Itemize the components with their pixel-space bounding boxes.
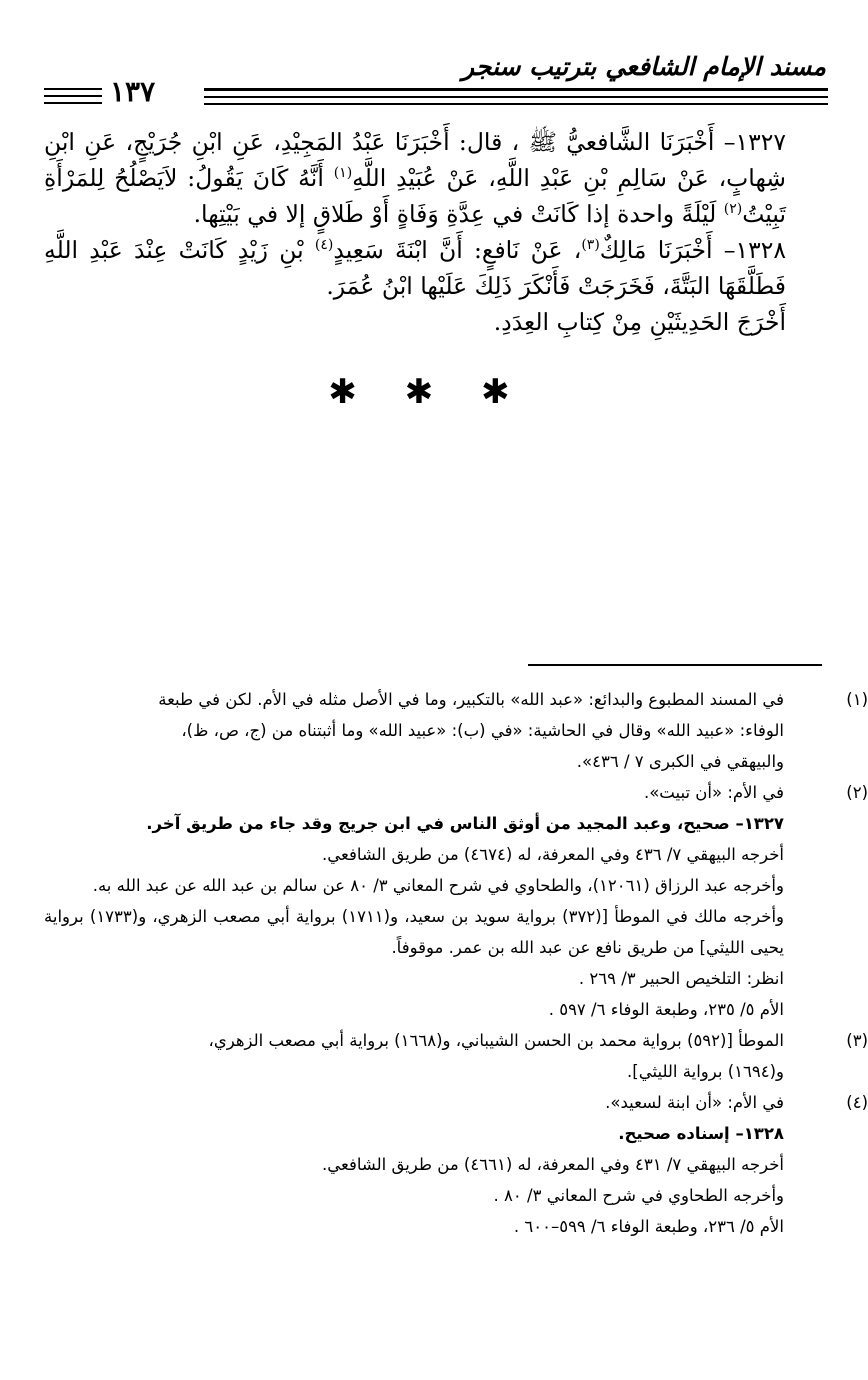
footnote-2-line: وأخرجه مالك في الموطأ [(٣٧٢) برواية سويد بن سعيد، و(١٧١١) برواية أبي مصعب الزهري، و(١٧٣٣) برواية يحيى الليثي] من طريق نافع عن عبد الله بن عمر. موقوفاً. (44, 907, 784, 957)
footnote-2-verdict: ١٣٢٧– صحيح، وعبد المجيد من أوثق الناس في ابن جريج وقد جاء من طريق آخر. (146, 814, 784, 833)
footnote-2-line: الأم ٥/ ٢٣٥، وطبعة الوفاء ٦/ ٥٩٧ . (548, 1000, 784, 1019)
footnote-3-line: و(١٦٩٤) برواية الليثي]. (627, 1062, 784, 1081)
footnote-2-line: وأخرجه عبد الرزاق (١٢٠٦١)، والطحاوي في شرح المعاني ٣/ ٨٠ عن سالم بن عبد الله عن عبد الله به. (92, 876, 784, 895)
footnote-4-line: الأم ٥/ ٢٣٦، وطبعة الوفاء ٦/ ٥٩٩–٦٠٠ . (513, 1217, 784, 1236)
main-text (44, 124, 826, 340)
footnote-separator (528, 664, 822, 666)
footnote-2-line: أخرجه البيهقي ٧/ ٤٣٦ وفي المعرفة، له (٤٦٧٤) من طريق الشافعي. (322, 845, 784, 864)
header-rule-left (44, 88, 102, 104)
footnote-ref-2[interactable]: (٢) (723, 201, 743, 218)
running-title: مسند الإمام الشافعي بترتيب سنجر (462, 52, 826, 81)
footnote-1-line: الوفاء: «عبيد الله» وقال في الحاشية: «في (ب): «عبيد الله» وما أثبتناه من (ج، ص، ظ)، (181, 721, 784, 740)
footnote-ref-1[interactable]: (١) (333, 165, 353, 182)
hadith-1327: ١٣٢٧– أَخْبَرَنَا الشَّافعيُّ ﷺ ، قال: أَخْبَرَنَا عَبْدُ المَجِيْدِ، عَنِ ابْنِ جُرَيْجٍ، عَنِ ابْنِ شِهابٍ، عَنْ سَالِمِ بْنِ عَبْدِ اللَّهِ، عَنْ عُبَيْدِ اللَّهِ$^{(١)}$ أَنَّهُ كَانَ يَقُولُ: لاَيَصْلُحُ لِلمَرْأَةِ تَبِيْتُ$^{(٢)}$ لَيْلَةً واحدة إذا كَانَتْ في عِدَّةِ وَفَاةٍ أَوْ طَلاقٍ إلا في بَيْتِها. (44, 128, 786, 228)
section-divider-stars: ✱ ✱ ✱ (328, 372, 528, 412)
footnote-1-line: والبيهقي في الكبرى ٧ / ٤٣٦». (576, 752, 784, 771)
closing-note: أَخْرَجَ الحَدِيثَيْنِ مِنْ كِتابِ العِدَدِ. (493, 308, 786, 336)
footnote-1: (١)في المسند المطبوع والبدائع: «عبد الله» بالتكبير، وما في الأصل مثله في الأم. لكن في طبعة (158, 690, 868, 709)
footnote-4-line: وأخرجه الطحاوي في شرح المعاني ٣/ ٨٠ . (493, 1186, 784, 1205)
footnote-ref-4[interactable]: (٤) (314, 237, 334, 254)
footnote-2: (٢)في الأم: «أن تبيت». (643, 783, 868, 802)
footnote-4-line: أخرجه البيهقي ٧/ ٤٣١ وفي المعرفة، له (٤٦٦١) من طريق الشافعي. (322, 1155, 784, 1174)
footnote-ref-3[interactable]: (٣) (581, 237, 600, 254)
page-number: ١٣٧ (110, 75, 156, 108)
footnotes (44, 684, 868, 1242)
header-rule-right (204, 88, 828, 105)
footnote-4-verdict: ١٣٢٨– إسناده صحيح. (618, 1124, 784, 1143)
footnote-4: (٤)في الأم: «أن ابنة لسعيد». (605, 1093, 868, 1112)
footnote-3: (٣)الموطأ [(٥٩٢) برواية محمد بن الحسن الشيباني، و(١٦٦٨) برواية أبي مصعب الزهري، (208, 1031, 868, 1050)
footnote-2-line: انظر: التلخيص الحبير ٣/ ٢٦٩ . (578, 969, 784, 988)
hadith-1328: ١٣٢٨– أَخْبَرَنَا مَالِكٌ$^{(٣)}$، عَنْ نَافعٍ: أَنَّ ابْنَةَ سَعِيدٍ$^{(٤)}$ بْنِ زَيْدٍ كَانَتْ عِنْدَ عَبْدِ اللَّهِ فَطَلَّقَهَا البَتَّةَ، فَخَرَجَتْ فَأَنْكَرَ ذَلِكَ عَلَيْها ابْنُ عُمَرَ. (44, 236, 786, 300)
